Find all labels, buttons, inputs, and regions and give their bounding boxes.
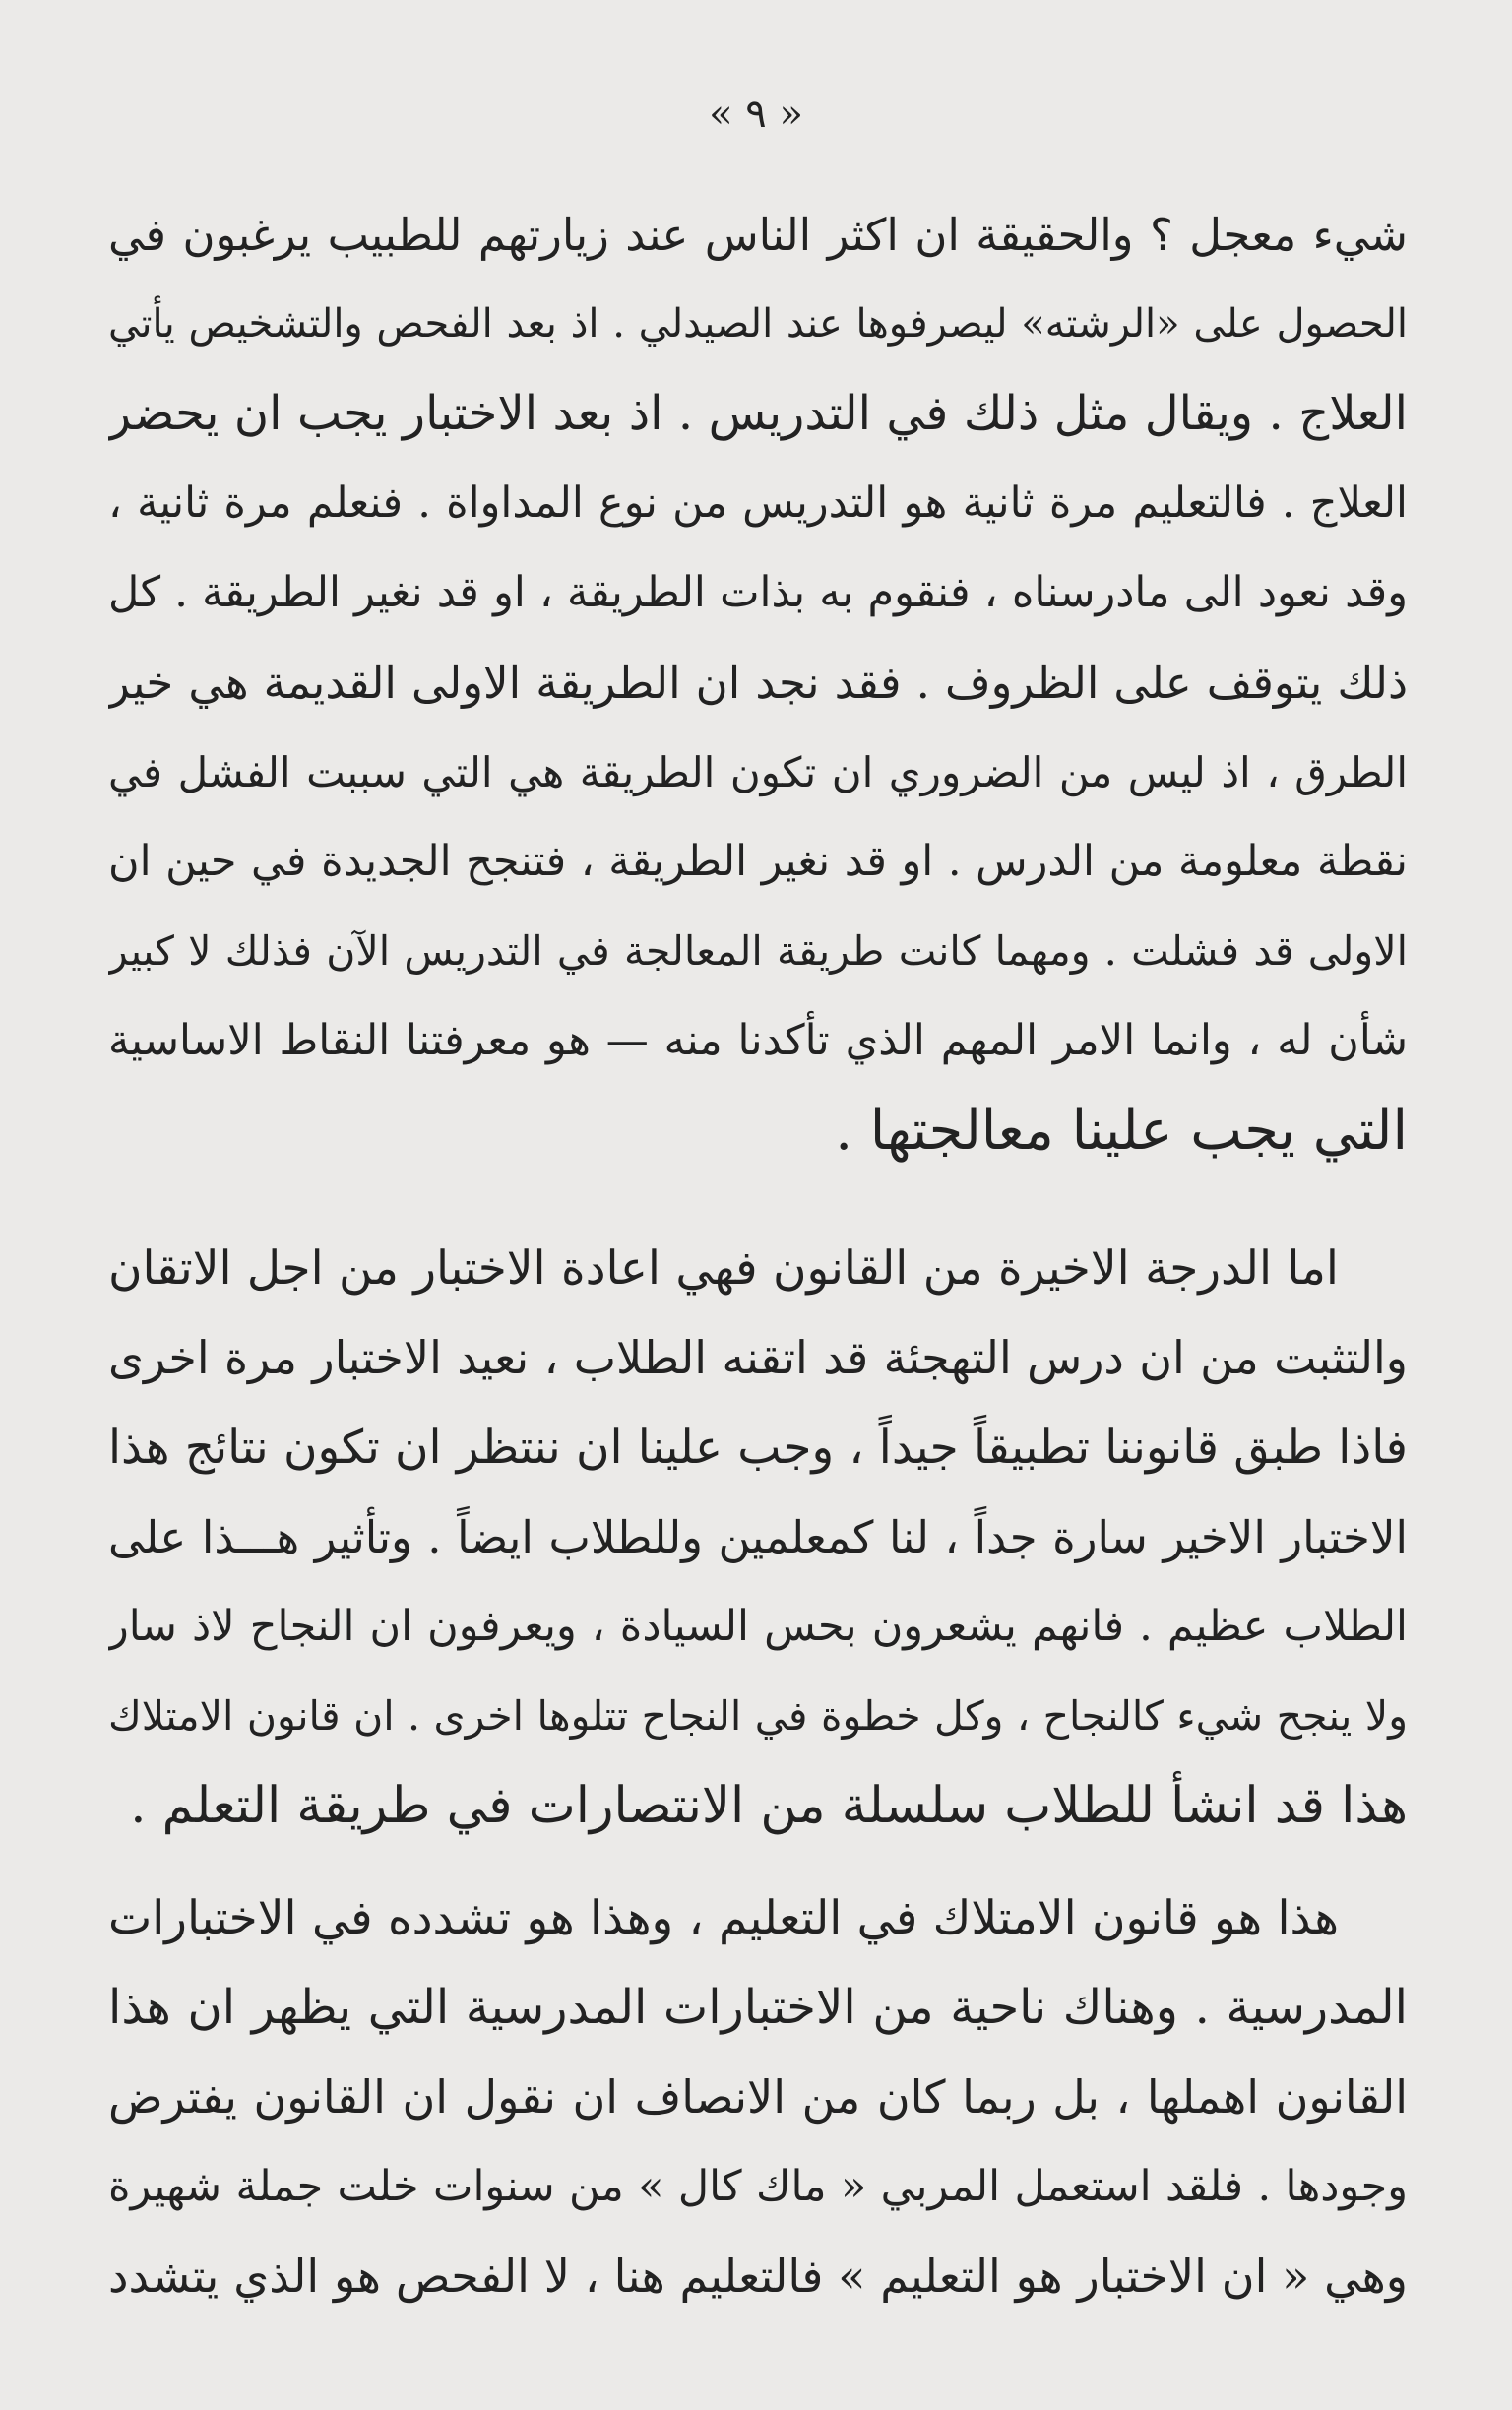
text-line: شيء معجل ؟ والحقيقة ان اكثر الناس عند زيارتهم للطبيب يرغبون في xyxy=(108,209,1408,261)
text-line: الطلاب عظيم . فانهم يشعرون بحس السيادة ، ويعرفون ان النجاح لاذ سار xyxy=(108,1602,1408,1651)
text-line: هذا هو قانون الامتلاك في التعليم ، وهذا هو تشدده في الاختبارات xyxy=(108,1891,1339,1945)
text-line: وقد نعود الى مادرسناه ، فنقوم به بذات الطريقة ، او قد نغير الطريقة . كل xyxy=(108,568,1408,617)
paragraph-3 xyxy=(108,1873,1408,2321)
paragraph-1 xyxy=(108,190,1408,1175)
text-line: العلاج . فالتعليم مرة ثانية هو التدريس من نوع المداواة . فنعلم مرة ثانية ، xyxy=(108,478,1408,528)
text-line: الاختبار الاخير سارة جداً ، لنا كمعلمين وللطلاب ايضاً . وتأثير هـــذا على xyxy=(108,1511,1408,1563)
text-line: القانون اهملها ، بل ربما كان من الانصاف ان نقول ان القانون يفترض xyxy=(108,2070,1408,2124)
text-line: وجودها . فلقد استعمل المربي « ماك كال » من سنوات خلت جملة شهيرة xyxy=(108,2162,1408,2211)
text-line: الاولى قد فشلت . ومهما كانت طريقة المعالجة في التدريس الآن فذلك لا كبير xyxy=(108,927,1408,975)
paragraph-2 xyxy=(108,1224,1408,1851)
page-number: « ٩ » xyxy=(709,92,803,137)
text-line: هذا قد انشأ للطلاب سلسلة من الانتصارات في طريقة التعلم . xyxy=(130,1777,1408,1835)
text-line: نقطة معلومة من الدرس . او قد نغير الطريقة ، فتنجح الجديدة في حين ان xyxy=(108,837,1408,886)
text-line: المدرسية . وهناك ناحية من الاختبارات المدرسية التي يظهر ان هذا xyxy=(108,1980,1408,2035)
text-line: العلاج . ويقال مثل ذلك في التدريس . اذ بعد الاختبار يجب ان يحضر xyxy=(108,386,1408,441)
text-line: اما الدرجة الاخيرة من القانون فهي اعادة الاختبار من اجل الاتقان xyxy=(108,1241,1339,1296)
text-line: التي يجب علينا معالجتها . xyxy=(835,1099,1408,1163)
text-line: الطرق ، اذ ليس من الضروري ان تكون الطريقة هي التي سببت الفشل في xyxy=(108,748,1408,796)
text-line: ولا ينجح شيء كالنجاح ، وكل خطوة في النجاح تتلوها اخرى . ان قانون الامتلاك xyxy=(108,1692,1408,1740)
text-line: والتثبت من ان درس التهجئة قد اتقنه الطلاب ، نعيد الاختبار مرة اخرى xyxy=(108,1331,1408,1384)
text-line: شأن له ، وانما الامر المهم الذي تأكدنا منه — هو معرفتنا النقاط الاساسية xyxy=(108,1016,1408,1065)
text-line: الحصول على «الرشته» ليصرفوها عند الصيدلي . اذ بعد الفحص والتشخيص يأتي xyxy=(108,301,1408,347)
text-line: ذلك يتوقف على الظروف . فقد نجد ان الطريقة الاولى القديمة هي خير xyxy=(108,657,1408,709)
text-line: فاذا طبق قانوننا تطبيقاً جيداً ، وجب علينا ان ننتظر ان تكون نتائج هذا xyxy=(108,1421,1408,1475)
text-line: وهي « ان الاختبار هو التعليم » فالتعليم هنا ، لا الفحص هو الذي يتشدد xyxy=(108,2250,1408,2303)
